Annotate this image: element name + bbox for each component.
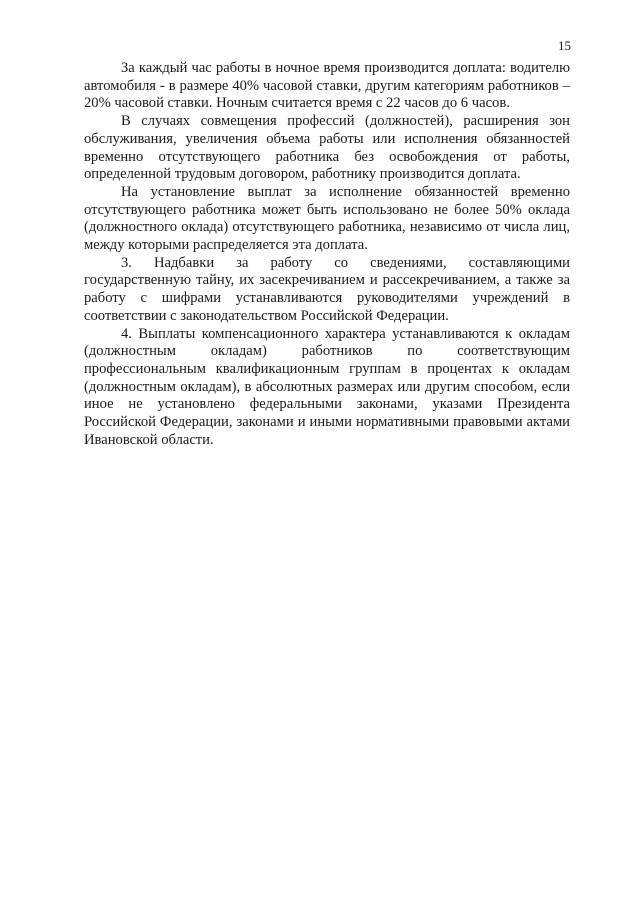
paragraph-compensation-payments: 4. Выплаты компенсационного характера устанавливаются к окладам (должностным окладам) работников по соответствующим профессиональным квалификационным группам в процентах к окладам (должностным окладам), в абсолютных размерах или другим способом, если иное не установлено федеральными законами, указами Президента Российской Федерации, законами и иными нормативными правовыми актами Ивановской области. [84,325,570,448]
page-number: 15 [558,38,571,53]
paragraph-combined-duties-pay: В случаях совмещения профессий (должностей), расширения зон обслуживания, увеличения объема работы или исполнения обязанностей временно отсутствующего работника без освобождения от работы, определенной трудовым договором, работнику производится доплата. [84,113,570,183]
paragraph-state-secret-allowance: 3. Надбавки за работу со сведениями, составляющими государственную тайну, их засекречиванием и рассекречиванием, а также за работу с шифрами устанавливаются руководителями учреждений в соответствии с законодательством Российской Федерации. [84,254,570,324]
document-body [84,60,570,449]
paragraph-absent-worker-limit: На установление выплат за исполнение обязанностей временно отсутствующего работника может быть использовано не более 50% оклада (должностного оклада) отсутствующего работника, независимо от числа лиц, между которыми распределяется эта доплата. [84,183,570,254]
paragraph-night-work-pay: За каждый час работы в ночное время производится доплата: водителю автомобиля - в размере 40% часовой ставки, другим категориям работников – 20% часовой ставки. Ночным считается время с 22 часов до 6 часов. [84,60,570,112]
